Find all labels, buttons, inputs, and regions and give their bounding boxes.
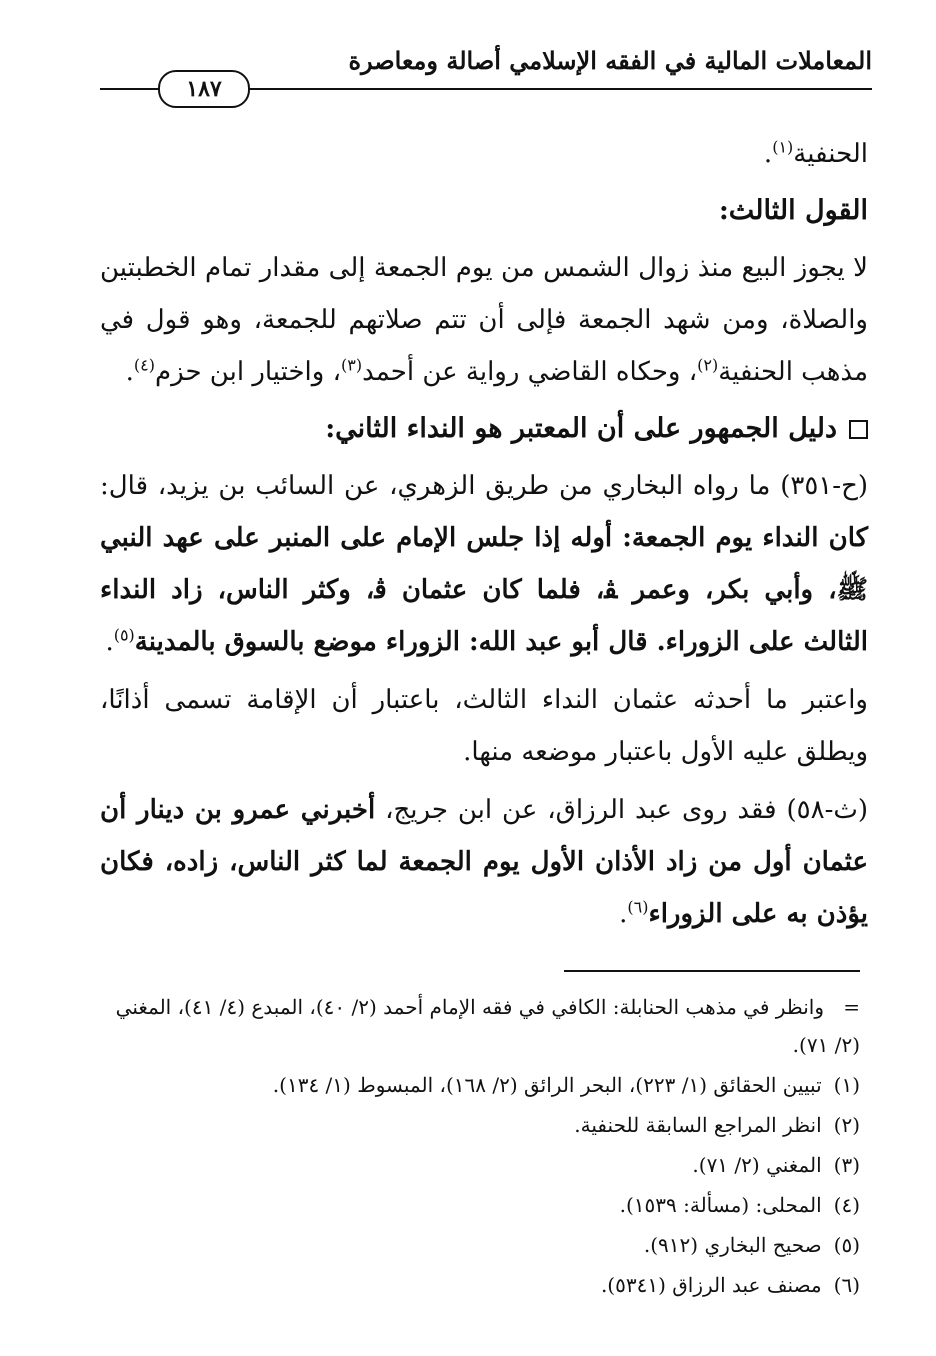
footnote-item (100, 1066, 860, 1104)
book-title: المعاملات المالية في الفقه الإسلامي أصالة ومعاصرة (348, 46, 872, 75)
footnote-ref-3: (٣) (341, 355, 363, 375)
footnote-ref-6: (٦) (627, 897, 649, 917)
third-opinion-paragraph (100, 242, 868, 398)
intro-end: . (763, 139, 773, 169)
footnote-item (100, 1186, 860, 1224)
third-opinion-end: . (125, 357, 134, 387)
intro-paragraph (100, 128, 868, 180)
page-number-badge: ١٨٧ (158, 70, 250, 108)
footnote-text: صحيح البخاري (٩١٢). (643, 1233, 822, 1257)
third-opinion-text-3: ، واختيار ابن حزم (155, 357, 341, 387)
consider-paragraph: واعتبر ما أحدثه عثمان النداء الثالث، باعتبار أن الإقامة تسمى أذانًا، ويطلق عليه الأول باعتبار موضعه منها. (100, 685, 868, 767)
footnote-text: المحلى: (مسألة: ١٥٣٩). (619, 1193, 822, 1217)
footnote-text: انظر المراجع السابقة للحنفية. (574, 1113, 822, 1137)
footnote-item (100, 1226, 860, 1264)
footnote-marker: (٢) (833, 1113, 860, 1137)
footnote-item (100, 1146, 860, 1184)
athar-text: أخبرني عمرو بن دينار أن عثمان أول من زاد الأذان الأول يوم الجمعة لما كثر الناس، زاده، فكان يؤذن به على الزوراء (100, 795, 868, 929)
third-opinion-text-1: لا يجوز البيع منذ زوال الشمس من يوم الجمعة إلى مقدار تمام الخطبتين والصلاة، ومن شهد الجمعة فإلى أن تتم صلاتهم للجمعة، وهو قول في مذهب الحنفية (100, 253, 868, 387)
hadith-end: . (105, 627, 114, 657)
footnote-ref-4: (٤) (133, 355, 156, 375)
footnote-text: المغني (٢/ ٧١). (692, 1153, 822, 1177)
hadith-text: كان النداء يوم الجمعة: أوله إذا جلس الإمام على المنبر على عهد النبي ﷺ، وأبي بكر، وعمر ﭭ، فلما كان عثمان ﭬ، وكثر الناس، زاد النداء الثالث على الزوراء. قال أبو عبد الله: الزوراء موضع بالسوق بالمدينة (100, 523, 868, 657)
footnote-separator (564, 970, 860, 972)
footnotes (100, 988, 860, 1306)
hadith-intro: (ح-٣٥١) ما رواه البخاري من طريق الزهري، عن السائب بن يزيد، قال: (100, 471, 868, 501)
hadith-paragraph (100, 460, 868, 668)
evidence-heading (100, 404, 868, 454)
athar-end: . (619, 899, 628, 929)
square-bullet-icon (849, 420, 868, 439)
footnote-marker: (٥) (833, 1233, 860, 1257)
footnote-ref-1: (١) (772, 137, 794, 157)
page-body (100, 128, 868, 940)
evidence-heading-text: دليل الجمهور على أن المعتبر هو النداء الثاني: (325, 413, 837, 444)
footnote-ref-5: (٥) (113, 625, 135, 645)
footnote-item (100, 988, 860, 1064)
footnote-marker: (٤) (833, 1193, 860, 1217)
athar-paragraph (100, 784, 868, 940)
athar-intro: (ث-٥٨) فقد روى عبد الرزاق، عن ابن جريج، (385, 795, 869, 825)
footnote-ref-2: (٢) (697, 355, 719, 375)
footnote-item (100, 1106, 860, 1144)
footnote-marker: (٦) (833, 1273, 860, 1297)
footnote-text: تبيين الحقائق (١/ ٢٢٣)، البحر الرائق (٢/ ١٦٨)، المبسوط (١/ ١٣٤). (272, 1073, 822, 1097)
footnote-marker: = (843, 995, 860, 1019)
footnote-marker: (١) (833, 1073, 860, 1097)
footnote-text: مصنف عبد الرزاق (٥٣٤١). (600, 1273, 822, 1297)
intro-text: الحنفية (793, 139, 868, 169)
footnote-marker: (٣) (833, 1153, 860, 1177)
third-opinion-text-2: ، وحكاه القاضي رواية عن أحمد (362, 357, 698, 387)
third-opinion-heading: القول الثالث: (718, 195, 868, 226)
footnote-text: وانظر في مذهب الحنابلة: الكافي في فقه الإمام أحمد (٢/ ٤٠)، المبدع (٤/ ٤١)، المغني (٢/ ٧١). (115, 995, 860, 1057)
page-header (100, 40, 872, 100)
footnote-item (100, 1266, 860, 1304)
